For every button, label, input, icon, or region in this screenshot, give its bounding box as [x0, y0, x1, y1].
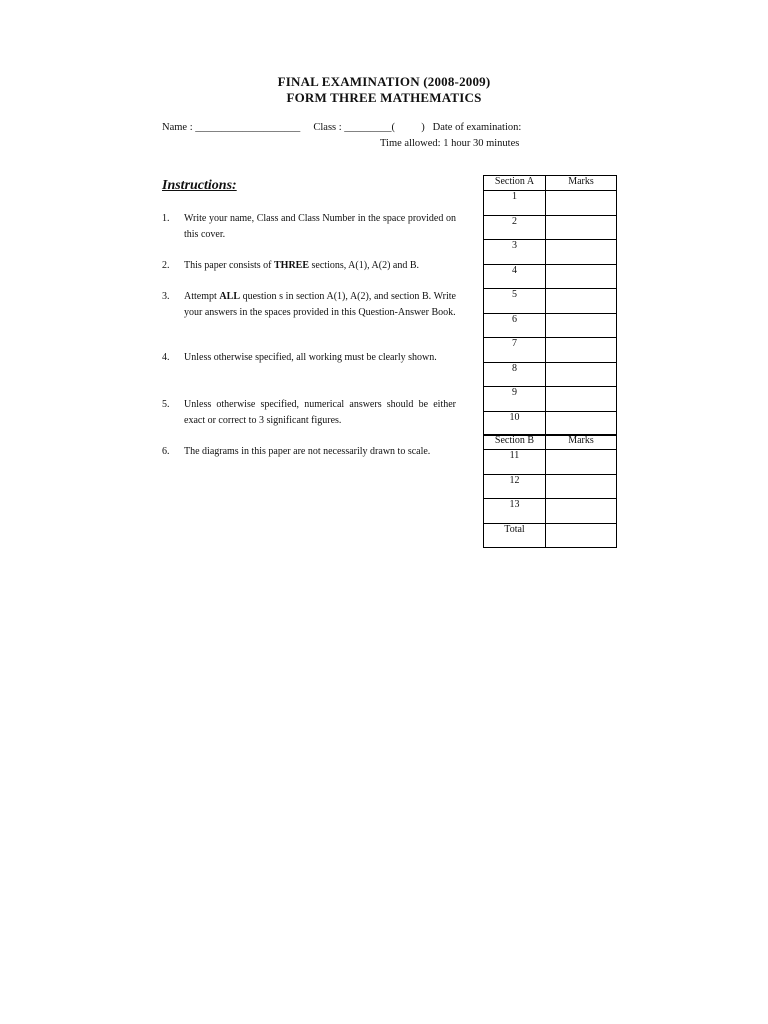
- table-row: [484, 338, 617, 363]
- instruction-number: 2.: [162, 260, 170, 271]
- instruction-item: [162, 258, 456, 274]
- instruction-text: Write your name, Class and Class Number in the space provided on this cover.: [184, 213, 456, 240]
- instruction-text: Attempt ALL question s in section A(1), A(2), and section B. Write your answers in the spaces provided in this Question-Answer Book.: [184, 291, 456, 318]
- marks-header: Marks: [546, 435, 617, 450]
- instruction-number: 1.: [162, 213, 170, 224]
- instruction-number: 6.: [162, 446, 170, 457]
- question-number: 13: [484, 499, 546, 524]
- marks-cell[interactable]: [546, 338, 617, 363]
- question-number: 1: [484, 191, 546, 216]
- section-a-marks-table: [483, 175, 617, 436]
- question-number: 12: [484, 474, 546, 499]
- question-number: 5: [484, 289, 546, 314]
- table-row: [484, 387, 617, 412]
- section-a-header: Section A: [484, 176, 546, 191]
- instruction-number: 4.: [162, 352, 170, 363]
- instruction-number: 3.: [162, 291, 170, 302]
- marks-cell[interactable]: [546, 387, 617, 412]
- instruction-item: [162, 397, 456, 428]
- marks-cell[interactable]: [546, 474, 617, 499]
- marks-cell[interactable]: [546, 191, 617, 216]
- exam-subtitle: FORM THREE MATHEMATICS: [286, 90, 482, 105]
- instruction-text: This paper consists of THREE sections, A(1), A(2) and B.: [184, 260, 420, 271]
- question-number: 3: [484, 240, 546, 265]
- question-number: 9: [484, 387, 546, 412]
- instruction-item: [162, 444, 456, 460]
- instruction-number: 5.: [162, 399, 170, 410]
- marks-cell[interactable]: [546, 411, 617, 436]
- marks-cell[interactable]: [546, 450, 617, 475]
- table-row: [484, 215, 617, 240]
- total-marks-cell[interactable]: [546, 523, 617, 548]
- total-row: [484, 523, 617, 548]
- question-number: 4: [484, 264, 546, 289]
- table-row: [484, 411, 617, 436]
- question-number: 2: [484, 215, 546, 240]
- marks-cell[interactable]: [546, 289, 617, 314]
- emphasis: THREE: [274, 260, 310, 271]
- marks-cell[interactable]: [546, 362, 617, 387]
- marks-header: Marks: [546, 176, 617, 191]
- question-number: 8: [484, 362, 546, 387]
- time-allowed: Time allowed: 1 hour 30 minutes: [380, 138, 520, 149]
- total-label: Total: [484, 523, 546, 548]
- marks-cell[interactable]: [546, 264, 617, 289]
- table-row: [484, 240, 617, 265]
- marks-cell[interactable]: [546, 499, 617, 524]
- instructions-heading: Instructions:: [162, 178, 237, 193]
- section-b-header: Section B: [484, 435, 546, 450]
- question-number: 7: [484, 338, 546, 363]
- question-number: 11: [484, 450, 546, 475]
- instruction-text: Unless otherwise specified, all working must be clearly shown.: [184, 352, 437, 363]
- table-row: [484, 191, 617, 216]
- marks-cell[interactable]: [546, 313, 617, 338]
- question-number: 10: [484, 411, 546, 436]
- instruction-item: [162, 211, 456, 242]
- question-number: 6: [484, 313, 546, 338]
- table-row: [484, 289, 617, 314]
- instruction-text: The diagrams in this paper are not necessarily drawn to scale.: [184, 446, 431, 457]
- table-row: [484, 264, 617, 289]
- table-row: [484, 450, 617, 475]
- marks-cell[interactable]: [546, 215, 617, 240]
- marks-cell[interactable]: [546, 240, 617, 265]
- instruction-text: Unless otherwise specified, numerical answers should be either exact or correct to 3 significant figures.: [184, 399, 456, 426]
- table-row: [484, 499, 617, 524]
- table-row: [484, 474, 617, 499]
- section-b-marks-table: [483, 434, 617, 548]
- instruction-item: [162, 350, 456, 366]
- table-row: [484, 313, 617, 338]
- candidate-info-line: Name : ____________________ Class : _________( ) Date of examination:: [162, 122, 522, 133]
- instruction-item: [162, 289, 456, 320]
- exam-title: FINAL EXAMINATION (2008-2009): [277, 74, 491, 89]
- emphasis: ALL: [219, 291, 240, 302]
- table-row: [484, 362, 617, 387]
